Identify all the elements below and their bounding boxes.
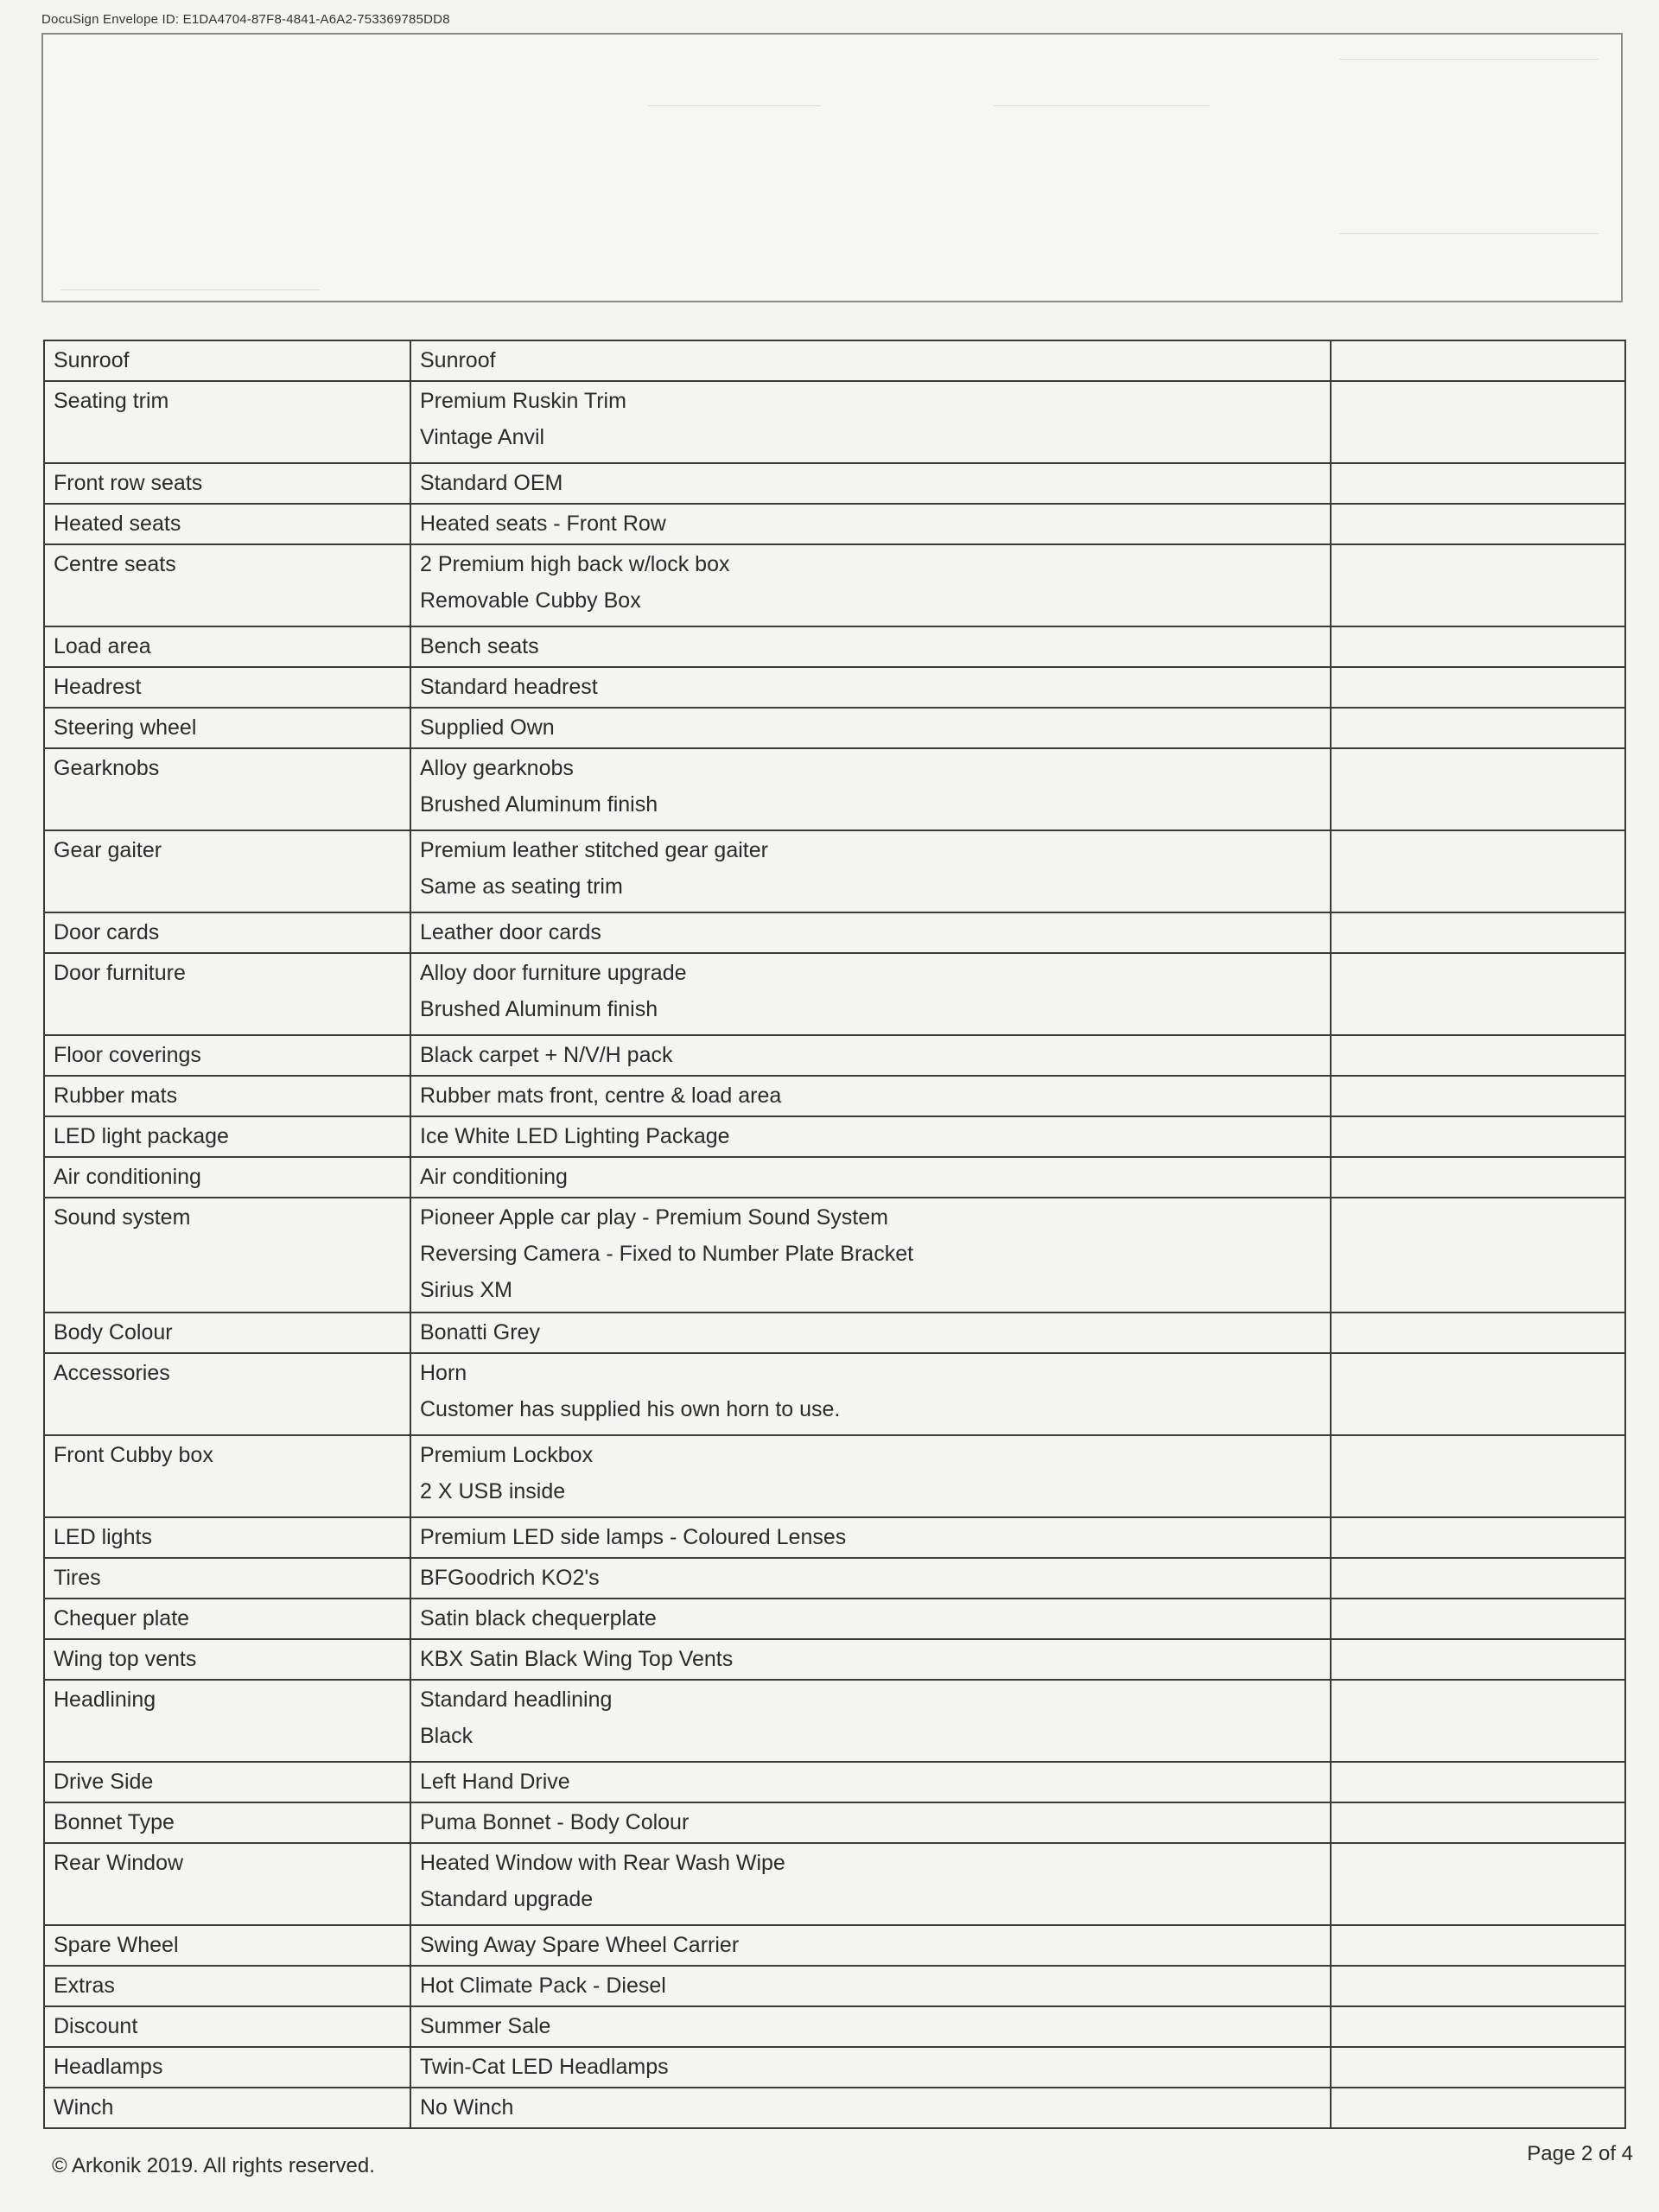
spec-value: Left Hand Drive (420, 1770, 570, 1794)
spec-value: Heated Window with Rear Wash Wipe (420, 1851, 785, 1875)
spec-label: Door furniture (44, 953, 410, 1035)
blank-cell (1331, 1353, 1625, 1435)
table-row (44, 1116, 1625, 1157)
envelope-id: DocuSign Envelope ID: E1DA4704-87F8-4841-A6A2-753369785DD8 (41, 12, 450, 27)
spec-value: Bonatti Grey (420, 1320, 540, 1344)
spec-value-cell (410, 912, 1331, 953)
blank-cell (1331, 1680, 1625, 1762)
spec-value: Premium leather stitched gear gaiter (420, 838, 768, 862)
footer-copyright: © Arkonik 2019. All rights reserved. (52, 2154, 375, 2177)
blank-cell (1331, 1198, 1625, 1313)
spec-value: Pioneer Apple car play - Premium Sound System (420, 1205, 888, 1230)
blank-cell (1331, 504, 1625, 544)
spec-label: Body Colour (44, 1313, 410, 1353)
spec-label: Floor coverings (44, 1035, 410, 1076)
spec-value: Alloy gearknobs (420, 756, 574, 780)
spec-value-cell (410, 708, 1331, 748)
spec-label: Steering wheel (44, 708, 410, 748)
spec-value-cell (410, 1157, 1331, 1198)
spec-label: Rubber mats (44, 1076, 410, 1116)
spec-value-cell (410, 1353, 1331, 1435)
spec-value-cell (410, 748, 1331, 830)
table-row (44, 830, 1625, 912)
spec-value-cell (410, 1435, 1331, 1517)
blank-cell (1331, 1558, 1625, 1599)
spec-label: Gear gaiter (44, 830, 410, 912)
spec-value: Premium Ruskin Trim (420, 389, 626, 413)
table-row (44, 1198, 1625, 1313)
spec-value: Customer has supplied his own horn to use. (420, 1397, 841, 1421)
spec-label: LED lights (44, 1517, 410, 1558)
spec-value: Black (420, 1724, 474, 1748)
spec-value: Horn (420, 1361, 467, 1385)
spec-value-cell (410, 544, 1331, 626)
page-number: Page 2 of 4 (1527, 2142, 1633, 2165)
spec-value: Satin black chequerplate (420, 1606, 657, 1630)
spec-label: Centre seats (44, 544, 410, 626)
table-row (44, 748, 1625, 830)
blank-cell (1331, 1157, 1625, 1198)
spec-value: Rubber mats front, centre & load area (420, 1084, 782, 1108)
blank-cell (1331, 1076, 1625, 1116)
spec-label: Door cards (44, 912, 410, 953)
spec-value: Sirius XM (420, 1278, 512, 1302)
blank-cell (1331, 1517, 1625, 1558)
spec-value: Heated seats - Front Row (420, 512, 666, 536)
blank-cell (1331, 667, 1625, 708)
table-row (44, 1353, 1625, 1435)
spec-value-cell (410, 667, 1331, 708)
table-row (44, 1435, 1625, 1517)
spec-value: Standard headrest (420, 675, 598, 699)
spec-value-cell (410, 953, 1331, 1035)
table-row (44, 626, 1625, 667)
blank-cell (1331, 2006, 1625, 2047)
spec-label: Headlining (44, 1680, 410, 1762)
table-row (44, 953, 1625, 1035)
blank-cell (1331, 626, 1625, 667)
spec-value-cell (410, 1843, 1331, 1925)
spec-value: Swing Away Spare Wheel Carrier (420, 1933, 740, 1957)
spec-label: Winch (44, 2088, 410, 2128)
spec-value: Puma Bonnet - Body Colour (420, 1810, 690, 1834)
blank-cell (1331, 1313, 1625, 1353)
blank-cell (1331, 1925, 1625, 1966)
spec-value-cell (410, 340, 1331, 381)
spec-value-cell (410, 1313, 1331, 1353)
blank-cell (1331, 1843, 1625, 1925)
spec-value-cell (410, 1558, 1331, 1599)
blank-cell (1331, 708, 1625, 748)
table-row (44, 1966, 1625, 2006)
spec-value: Reversing Camera - Fixed to Number Plate Bracket (420, 1242, 914, 1266)
blank-cell (1331, 1762, 1625, 1802)
table-row (44, 381, 1625, 463)
spec-value: Removable Cubby Box (420, 588, 641, 613)
spec-value: Brushed Aluminum finish (420, 997, 658, 1021)
spec-value-cell (410, 504, 1331, 544)
spec-value-cell (410, 1198, 1331, 1313)
spec-label: LED light package (44, 1116, 410, 1157)
spec-value: Black carpet + N/V/H pack (420, 1043, 673, 1067)
header-box (41, 33, 1623, 302)
table-row (44, 708, 1625, 748)
spec-value-cell (410, 2006, 1331, 2047)
spec-label: Seating trim (44, 381, 410, 463)
spec-value-cell (410, 1802, 1331, 1843)
table-row (44, 1680, 1625, 1762)
table-row (44, 463, 1625, 504)
table-row (44, 504, 1625, 544)
table-row (44, 1157, 1625, 1198)
spec-label: Headrest (44, 667, 410, 708)
spec-label: Accessories (44, 1353, 410, 1435)
spec-label: Tires (44, 1558, 410, 1599)
table-row (44, 667, 1625, 708)
spec-value: Same as seating trim (420, 874, 623, 899)
spec-value: Alloy door furniture upgrade (420, 961, 687, 985)
blank-cell (1331, 1966, 1625, 2006)
table-row (44, 1802, 1625, 1843)
spec-label: Front Cubby box (44, 1435, 410, 1517)
blank-cell (1331, 1435, 1625, 1517)
blank-cell (1331, 1035, 1625, 1076)
spec-value-cell (410, 2088, 1331, 2128)
spec-value-cell (410, 1035, 1331, 1076)
table-row (44, 1925, 1625, 1966)
spec-value-cell (410, 1966, 1331, 2006)
spec-value-cell (410, 1116, 1331, 1157)
spec-value: Premium Lockbox (420, 1443, 594, 1467)
spec-value: Leather door cards (420, 920, 601, 944)
blank-cell (1331, 381, 1625, 463)
spec-value: Summer Sale (420, 2014, 551, 2038)
spec-label: Chequer plate (44, 1599, 410, 1639)
spec-value: Supplied Own (420, 715, 555, 740)
blank-cell (1331, 544, 1625, 626)
spec-value-cell (410, 463, 1331, 504)
spec-value: Standard upgrade (420, 1887, 594, 1911)
spec-value-cell (410, 1076, 1331, 1116)
spec-value: Vintage Anvil (420, 425, 545, 449)
spec-value-cell (410, 830, 1331, 912)
spec-label: Front row seats (44, 463, 410, 504)
blank-cell (1331, 953, 1625, 1035)
table-row (44, 2047, 1625, 2088)
table-row (44, 912, 1625, 953)
blank-cell (1331, 463, 1625, 504)
table-row (44, 1035, 1625, 1076)
spec-value-cell (410, 1680, 1331, 1762)
table-row (44, 1517, 1625, 1558)
blank-cell (1331, 830, 1625, 912)
table-row (44, 1313, 1625, 1353)
spec-value-cell (410, 1639, 1331, 1680)
spec-label: Wing top vents (44, 1639, 410, 1680)
spec-label: Heated seats (44, 504, 410, 544)
spec-value-cell (410, 381, 1331, 463)
spec-value: Premium LED side lamps - Coloured Lenses (420, 1525, 847, 1549)
spec-value-cell (410, 626, 1331, 667)
spec-value-cell (410, 1517, 1331, 1558)
spec-value: Air conditioning (420, 1165, 568, 1189)
spec-value-cell (410, 1925, 1331, 1966)
table-row (44, 1076, 1625, 1116)
spec-value-cell (410, 1762, 1331, 1802)
blank-cell (1331, 1639, 1625, 1680)
spec-value: 2 Premium high back w/lock box (420, 552, 730, 576)
spec-label: Gearknobs (44, 748, 410, 830)
spec-label: Sound system (44, 1198, 410, 1313)
spec-value: Twin-Cat LED Headlamps (420, 2055, 669, 2079)
blank-cell (1331, 1599, 1625, 1639)
spec-value: Bench seats (420, 634, 539, 658)
spec-label: Discount (44, 2006, 410, 2047)
blank-cell (1331, 748, 1625, 830)
table-row (44, 2006, 1625, 2047)
spec-value: Standard headlining (420, 1688, 613, 1712)
spec-value: Hot Climate Pack - Diesel (420, 1974, 666, 1998)
blank-cell (1331, 2088, 1625, 2128)
spec-value: Sunroof (420, 348, 496, 372)
spec-label: Sunroof (44, 340, 410, 381)
spec-label: Load area (44, 626, 410, 667)
spec-label: Headlamps (44, 2047, 410, 2088)
spec-label: Drive Side (44, 1762, 410, 1802)
spec-value: Ice White LED Lighting Package (420, 1124, 730, 1148)
table-row (44, 1762, 1625, 1802)
spec-value: Standard OEM (420, 471, 563, 495)
table-row (44, 1843, 1625, 1925)
spec-value: KBX Satin Black Wing Top Vents (420, 1647, 734, 1671)
table-row (44, 1599, 1625, 1639)
blank-cell (1331, 912, 1625, 953)
spec-label: Air conditioning (44, 1157, 410, 1198)
spec-label: Extras (44, 1966, 410, 2006)
blank-cell (1331, 1802, 1625, 1843)
spec-label: Bonnet Type (44, 1802, 410, 1843)
spec-label: Rear Window (44, 1843, 410, 1925)
blank-cell (1331, 1116, 1625, 1157)
spec-table (43, 340, 1626, 2129)
spec-value: BFGoodrich KO2's (420, 1566, 600, 1590)
table-row (44, 340, 1625, 381)
blank-cell (1331, 340, 1625, 381)
table-row (44, 544, 1625, 626)
spec-value-cell (410, 1599, 1331, 1639)
spec-value: No Winch (420, 2095, 514, 2120)
spec-value-cell (410, 2047, 1331, 2088)
spec-label: Spare Wheel (44, 1925, 410, 1966)
blank-cell (1331, 2047, 1625, 2088)
table-row (44, 1639, 1625, 1680)
spec-value: Brushed Aluminum finish (420, 792, 658, 817)
spec-value: 2 X USB inside (420, 1479, 566, 1503)
table-row (44, 1558, 1625, 1599)
table-row (44, 2088, 1625, 2128)
